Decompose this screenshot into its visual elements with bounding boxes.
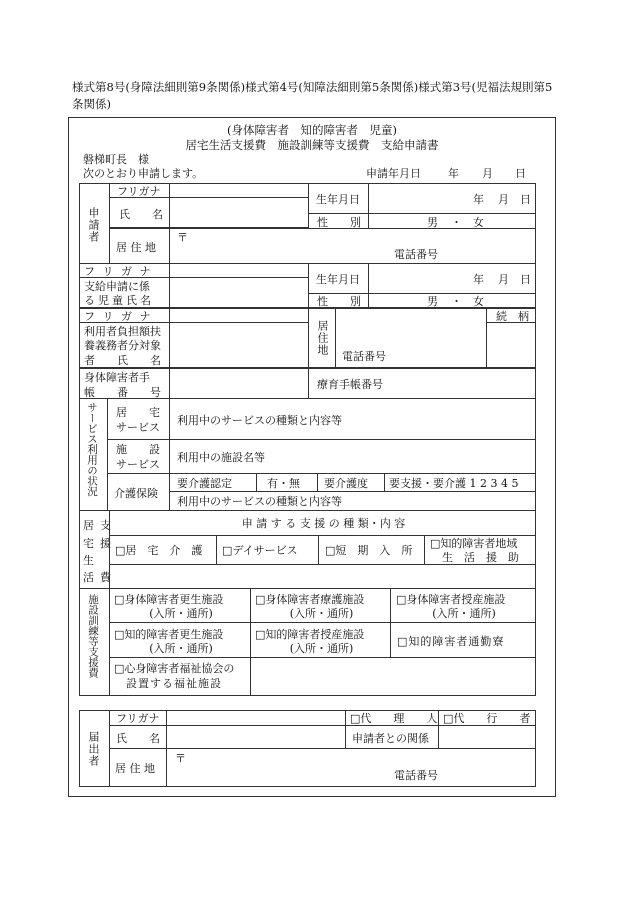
community-living-line2: 生 活 援 助 xyxy=(442,551,519,564)
female-option[interactable]: 女 xyxy=(473,295,484,308)
male-option[interactable]: 男 xyxy=(427,295,438,308)
ryoiku-label: 療育手帳番号 xyxy=(317,378,383,391)
applicant-address-label: 居 住 地 xyxy=(116,241,156,254)
applicant-name-field[interactable] xyxy=(169,197,309,228)
burden-label-line2: 養義務者分対象 xyxy=(84,339,161,352)
female-option[interactable]: 女 xyxy=(473,216,484,229)
relation-to-applicant-field[interactable] xyxy=(438,725,536,749)
facility-support-section-label: 施設訓練等支援費 xyxy=(87,594,99,678)
proxy-checkbox[interactable]: □代 行 者 xyxy=(443,712,531,725)
physical-rehab-type: (入所・通所) xyxy=(149,607,213,620)
intellectual-rehab-type: (入所・通所) xyxy=(149,642,213,655)
service-status-section-label: サービス利用の状況 xyxy=(86,402,98,497)
child-sex-label: 性 別 xyxy=(317,295,361,308)
home-service-label-line1: 居 宅 xyxy=(116,406,160,419)
intellectual-work-checkbox[interactable]: □知的障害者授産施設 xyxy=(255,628,365,641)
reporter-phone-label: 電話番号 xyxy=(394,769,438,782)
home-support-heading: 申 請 す る 支 援 の 種 類・内 容 xyxy=(241,517,406,530)
separator-dot: ・ xyxy=(451,216,462,229)
home-support-details-field[interactable] xyxy=(109,564,536,589)
reporter-name-field[interactable] xyxy=(166,725,346,749)
application-date-label: 申請年月日 xyxy=(366,167,421,180)
home-service-hint: 利用中のサービスの種類と内容等 xyxy=(177,414,342,427)
child-name-label-line1: 支給申請に係 xyxy=(84,280,150,293)
relation-to-applicant-label: 申請者との関係 xyxy=(352,732,429,745)
burden-furigana-field[interactable] xyxy=(169,308,309,323)
separator-dot: ・ xyxy=(451,295,462,308)
applicant-name-label: 氏 名 xyxy=(119,208,163,221)
relation-label: 続 柄 xyxy=(496,310,529,323)
reporter-furigana-label: フリガナ xyxy=(116,712,160,725)
home-support-section-line3: 生 xyxy=(83,554,94,567)
welfare-association-checkbox[interactable]: □心身障害者福祉協会の xyxy=(114,662,235,675)
child-birth-month-unit: 月 xyxy=(498,273,509,286)
agent-checkbox[interactable]: □代 理 人 xyxy=(350,712,438,725)
form-title-subjects: (身体障害者 知的障害者 児童) xyxy=(227,123,397,137)
facility-blank-cell xyxy=(250,657,536,696)
reporter-postal-mark: 〒 xyxy=(175,752,186,765)
child-furigana-field[interactable] xyxy=(169,263,309,278)
applicant-furigana-field[interactable] xyxy=(169,183,309,198)
date-year-unit: 年 xyxy=(448,167,459,180)
reporter-name-label: 氏 名 xyxy=(116,732,160,745)
reporter-address-field[interactable] xyxy=(166,748,536,787)
applicant-birth-field[interactable] xyxy=(368,183,536,214)
male-option[interactable]: 男 xyxy=(427,216,438,229)
applicant-birth-day-unit: 日 xyxy=(520,193,531,206)
applicant-section-label: 申請者 xyxy=(87,207,100,243)
care-level-options[interactable]: 要支援・要介護 1 2 3 4 5 xyxy=(389,477,519,490)
intellectual-work-type: (入所・通所) xyxy=(289,642,354,655)
child-birth-field[interactable] xyxy=(368,263,536,294)
burden-name-field[interactable] xyxy=(169,322,309,368)
handbook-label-line2: 帳 番 号 xyxy=(84,386,161,399)
commuting-dorm-checkbox[interactable]: □知的障害者通勤寮 xyxy=(397,635,505,648)
form-title: 居宅生活支援費 施設訓練等支援費 支給申請書 xyxy=(185,138,439,152)
short-stay-checkbox[interactable]: □短 期 入 所 xyxy=(325,544,413,557)
addressee: 磐梯町長 様 xyxy=(83,153,149,166)
physical-work-checkbox[interactable]: □身体障害者授産施設 xyxy=(396,593,506,606)
burden-address-label: 居住地 xyxy=(316,320,329,356)
burden-phone-label: 電話番号 xyxy=(342,350,386,363)
child-birth-day-unit: 日 xyxy=(520,273,531,286)
physical-care-type: (入所・通所) xyxy=(289,607,354,620)
relation-field[interactable] xyxy=(486,322,536,368)
home-support-section-line2: 宅援 xyxy=(83,537,117,550)
facility-service-hint: 利用中の施設名等 xyxy=(177,451,265,464)
physical-care-checkbox[interactable]: □身体障害者療護施設 xyxy=(255,593,365,606)
burden-label-line1: 利用者負担額扶 xyxy=(84,325,161,338)
applicant-birth-label: 生年月日 xyxy=(316,193,360,206)
child-name-field[interactable] xyxy=(169,277,309,308)
applicant-sex-label: 性 別 xyxy=(317,216,361,229)
date-month-unit: 月 xyxy=(482,167,493,180)
care-level-label: 要介護度 xyxy=(324,477,368,490)
date-day-unit: 日 xyxy=(515,167,526,180)
applicant-birth-month-unit: 月 xyxy=(498,193,509,206)
yes-no-option[interactable]: 有・無 xyxy=(267,477,300,490)
burden-furigana-label: フ リ ガ ナ xyxy=(84,310,153,323)
child-birth-year-unit: 年 xyxy=(473,273,484,286)
welfare-association-line2: 設置する福祉施設 xyxy=(126,677,222,690)
insurance-service-hint: 利用中のサービスの種類と内容等 xyxy=(177,495,342,508)
applicant-birth-year-unit: 年 xyxy=(473,193,484,206)
intellectual-rehab-checkbox[interactable]: □知的障害者更生施設 xyxy=(114,628,224,641)
applicant-furigana-label: フリガナ xyxy=(117,185,161,198)
reporter-section-label: 届出者 xyxy=(87,731,100,767)
day-service-checkbox[interactable]: □デイサービス xyxy=(222,544,298,557)
postal-mark: 〒 xyxy=(177,231,188,244)
reporter-address-label: 居 住 地 xyxy=(115,762,155,775)
child-furigana-label: フ リ ガ ナ xyxy=(84,265,153,278)
burden-label-line3: 者 氏 名 xyxy=(84,354,161,367)
physical-rehab-checkbox[interactable]: □身体障害者更生施設 xyxy=(114,593,224,606)
facility-service-label-line2: サービス xyxy=(116,458,160,471)
form-caption: 様式第8号(身障法細則第9条関係)様式第4号(知障法細則第5条関係)様式第3号(児福法規則第5条関係) xyxy=(72,80,553,111)
physical-work-type: (入所・通所) xyxy=(432,607,496,620)
applicant-address-field[interactable] xyxy=(169,228,536,264)
insurance-label: 介護保険 xyxy=(114,487,158,500)
reporter-furigana-field[interactable] xyxy=(166,710,346,726)
facility-service-label-line1: 施 設 xyxy=(116,443,160,456)
applicant-phone-label: 電話番号 xyxy=(394,248,438,261)
home-service-label-line2: サービス xyxy=(116,421,160,434)
child-birth-label: 生年月日 xyxy=(316,273,360,286)
community-living-checkbox[interactable]: □知的障害者地域 xyxy=(430,537,518,550)
home-care-checkbox[interactable]: □居 宅 介 護 xyxy=(115,544,203,557)
home-support-section-line4: 活費 xyxy=(83,571,117,584)
intro-text: 次のとおり申請します。 xyxy=(83,167,204,180)
child-name-label-line2: る児童氏名 xyxy=(84,294,154,307)
handbook-number-field[interactable] xyxy=(169,368,309,399)
care-cert-label: 要介護認定 xyxy=(177,477,232,490)
home-support-section-line1: 居支 xyxy=(83,519,117,532)
handbook-label-line1: 身体障害者手 xyxy=(84,371,150,384)
